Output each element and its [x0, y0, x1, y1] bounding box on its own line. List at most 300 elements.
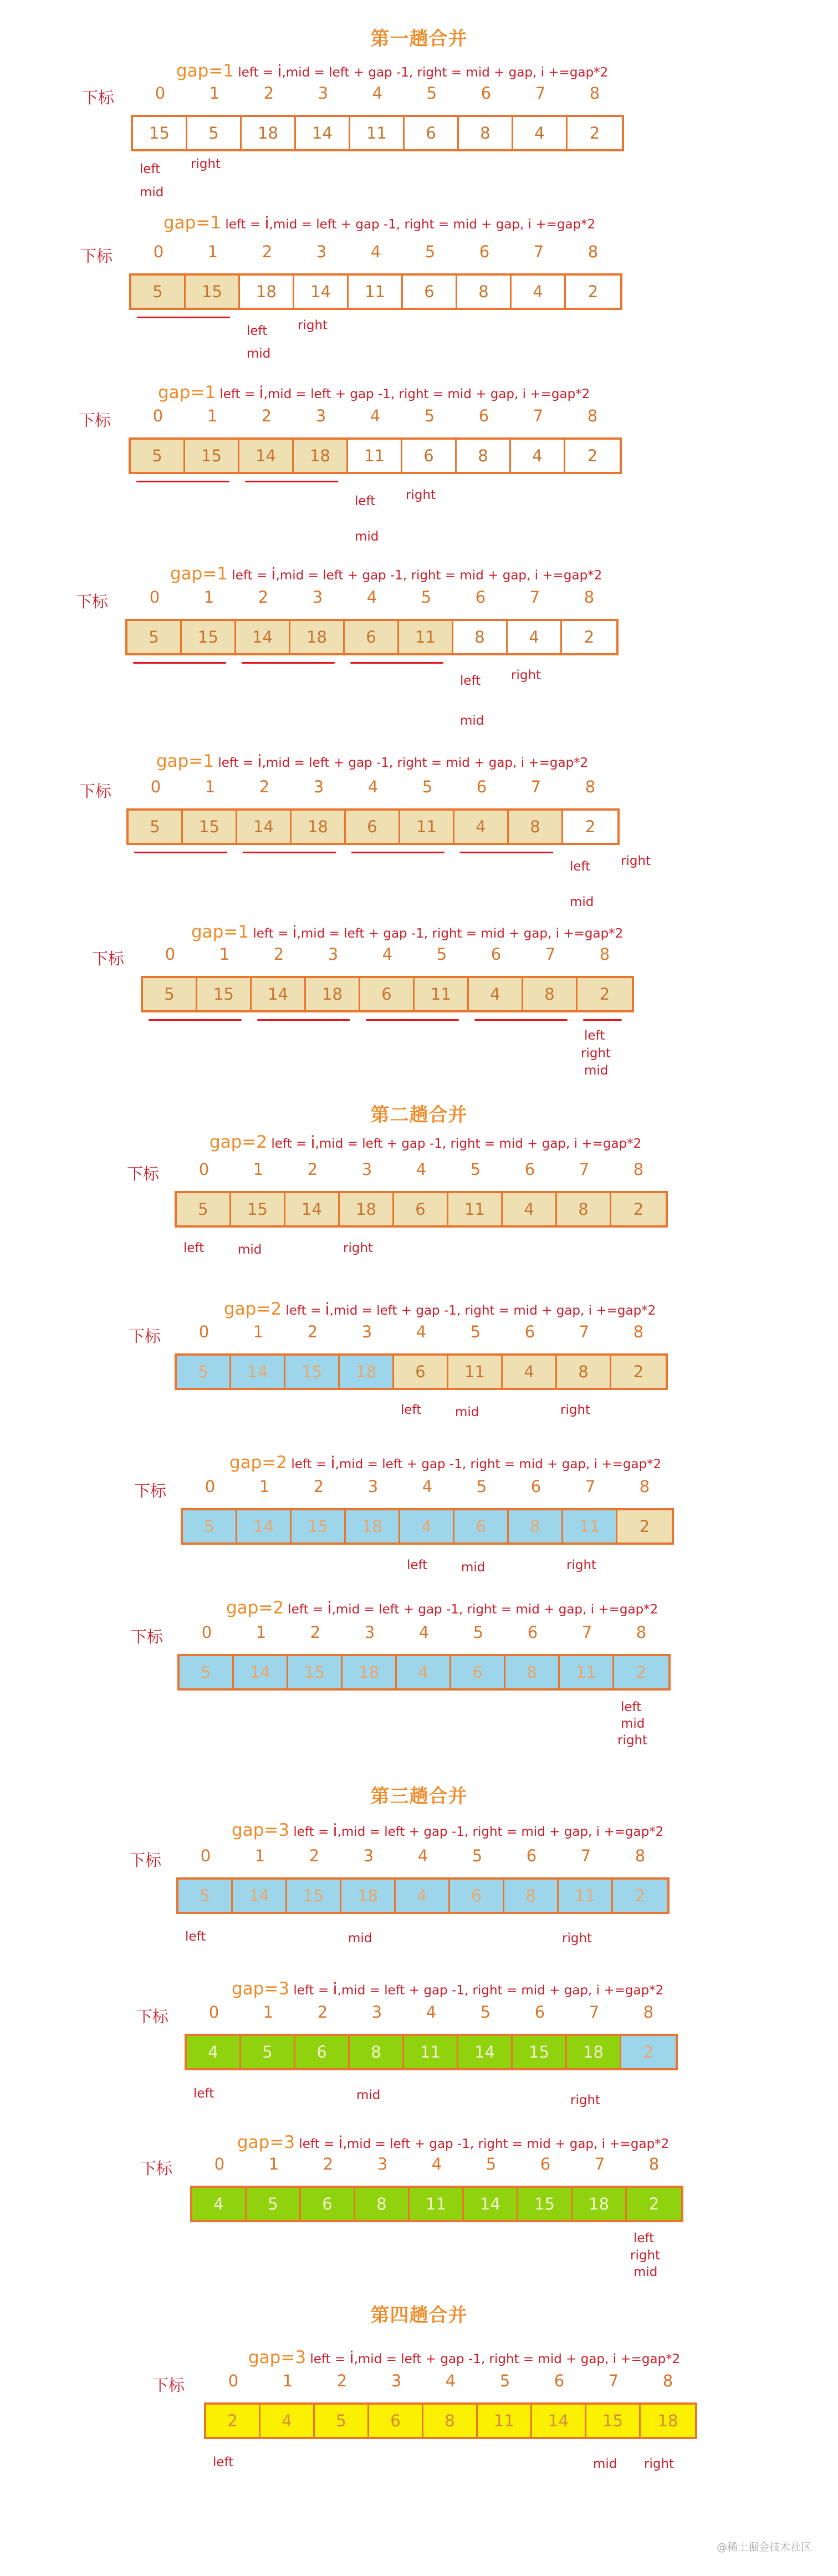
array-cell: 2 — [562, 621, 616, 653]
index-number: 2 — [323, 2155, 334, 2173]
index-number: 7 — [533, 242, 544, 261]
array-cell: 6 — [301, 2188, 355, 2220]
array-cell: 5 — [127, 621, 182, 653]
index-number: 6 — [478, 406, 489, 425]
array-cell: 6 — [454, 1510, 509, 1542]
index-number: 6 — [526, 1846, 537, 1865]
formula-suffix: ,mid = left + gap -1, right = mid + gap, i +=gap*2 — [354, 2352, 681, 2366]
index-number: 7 — [529, 588, 540, 607]
array-cell: 8 — [523, 978, 578, 1010]
index-number: 8 — [639, 1477, 650, 1496]
formula-i: i — [271, 564, 276, 583]
array-cell: 18 — [346, 1510, 400, 1542]
index-number: 5 — [473, 1623, 484, 1642]
index-number: 3 — [367, 1477, 379, 1496]
array-cell: 4 — [513, 117, 568, 149]
array-cell: 14 — [296, 117, 350, 149]
index-number: 8 — [635, 1846, 646, 1865]
index-number: 2 — [310, 1623, 321, 1642]
array-cell: 11 — [348, 440, 402, 472]
array-cell: 5 — [241, 2036, 295, 2068]
index-label: 下标 — [136, 2007, 169, 2026]
left-pointer-label: left — [213, 2455, 234, 2470]
array-cell: 5 — [143, 978, 197, 1010]
array-row — [190, 2186, 683, 2222]
array-cell: 2 — [621, 2036, 676, 2068]
formula-prefix: left = — [285, 1304, 325, 1318]
index-number: 2 — [313, 1477, 324, 1496]
merged-group-underline — [245, 481, 338, 482]
array-cell: 4 — [469, 978, 523, 1010]
left-pointer-label: left — [633, 2231, 655, 2246]
left-pointer-label: left — [140, 162, 161, 176]
formula-suffix: ,mid = left + gap -1, right = mid + gap, i +=gap*2 — [329, 1304, 656, 1318]
index-number: 5 — [499, 2371, 510, 2390]
array-cell: 4 — [396, 1880, 450, 1912]
array-cell: 8 — [557, 1193, 611, 1225]
array-cell: 18 — [294, 440, 348, 472]
index-number: 2 — [307, 1160, 318, 1179]
index-number: 3 — [328, 945, 339, 964]
formula-prefix: left = — [299, 2137, 339, 2151]
array-cell: 6 — [360, 978, 415, 1010]
index-number: 0 — [201, 1623, 212, 1642]
index-label: 下标 — [129, 1851, 162, 1870]
index-label: 下标 — [152, 2376, 185, 2395]
index-number: 5 — [436, 945, 447, 964]
merged-group-underline — [583, 1019, 622, 1021]
mid-pointer-label: mid — [238, 1243, 262, 1257]
step-formula — [248, 2348, 680, 2368]
array-cell: 14 — [239, 440, 294, 472]
formula-suffix: ,mid = left + gap -1, right = mid + gap, i +=gap*2 — [269, 217, 596, 232]
gap-value: gap=2 — [229, 1453, 288, 1473]
array-cell: 2 — [566, 276, 620, 308]
index-number: 5 — [480, 2003, 491, 2022]
array-cell: 6 — [450, 1880, 504, 1912]
index-number: 1 — [268, 2155, 279, 2173]
index-number: 8 — [643, 2003, 654, 2022]
index-number: 8 — [584, 588, 595, 607]
array-cell: 4 — [397, 1656, 451, 1688]
array-cell: 11 — [410, 2188, 464, 2220]
array-cell: 4 — [260, 2405, 315, 2437]
index-number: 5 — [424, 406, 435, 425]
mid-pointer-label: mid — [355, 530, 379, 544]
index-number: 4 — [366, 588, 377, 607]
array-cell: 5 — [129, 811, 183, 843]
array-cell: 8 — [350, 2036, 404, 2068]
array-cell: 15 — [292, 1510, 346, 1542]
array-cell: 2 — [565, 440, 620, 472]
formula-i: i — [277, 62, 282, 80]
formula-prefix: left = — [291, 1457, 331, 1472]
left-pointer-label: left — [355, 494, 376, 508]
index-number: 3 — [363, 1846, 374, 1865]
array-cell: 11 — [478, 2405, 532, 2437]
array-cell: 18 — [341, 1880, 396, 1912]
array-cell: 8 — [505, 1656, 560, 1688]
left-pointer-label: left — [183, 1241, 205, 1255]
array-cell: 6 — [295, 2036, 350, 2068]
formula-prefix: left = — [225, 217, 265, 232]
formula-suffix: ,mid = left + gap -1, right = mid + gap, i +=gap*2 — [262, 756, 589, 770]
index-number: 4 — [370, 406, 381, 425]
array-cell: 15 — [197, 978, 252, 1010]
formula-i: i — [333, 1821, 338, 1840]
left-pointer-label: left — [247, 324, 268, 338]
formula-i: i — [259, 383, 264, 402]
index-label: 下标 — [80, 247, 113, 266]
array-cell: 11 — [559, 1880, 613, 1912]
array-cell: 15 — [185, 440, 239, 472]
array-cell: 14 — [233, 1880, 287, 1912]
right-pointer-label: right — [644, 2457, 675, 2471]
array-row — [176, 1877, 670, 1914]
array-cell: 15 — [133, 117, 187, 149]
index-number: 5 — [470, 1160, 481, 1179]
array-cell: 6 — [403, 276, 457, 308]
index-number: 0 — [205, 1477, 216, 1496]
formula-suffix: ,mid = left + gap -1, right = mid + gap, i +=gap*2 — [315, 1137, 642, 1151]
array-cell: 5 — [131, 276, 186, 308]
index-number: 7 — [535, 84, 546, 103]
array-cell: 14 — [285, 1193, 340, 1225]
array-cell: 18 — [240, 276, 294, 308]
array-cell: 5 — [315, 2405, 369, 2437]
formula-i: i — [330, 1453, 335, 1472]
array-cell: 2 — [617, 1510, 672, 1542]
mid-pointer-label: mid — [356, 2088, 381, 2102]
right-pointer-label: right — [191, 157, 221, 171]
index-number: 5 — [425, 242, 436, 261]
step-formula — [158, 383, 590, 403]
mid-pointer-label: mid — [584, 1063, 609, 1078]
left-pointer-label: left — [193, 2086, 214, 2101]
array-cell: 14 — [236, 621, 290, 653]
step-formula — [229, 1453, 661, 1473]
index-number: 7 — [579, 1160, 590, 1179]
array-cell: 2 — [206, 2405, 260, 2437]
array-row — [141, 976, 634, 1012]
index-number: 2 — [261, 406, 272, 425]
index-number: 6 — [530, 1477, 541, 1496]
index-number: 6 — [524, 1322, 535, 1341]
array-cell: 6 — [451, 1656, 505, 1688]
array-cell: 8 — [453, 621, 508, 653]
index-number: 8 — [587, 406, 598, 425]
array-cell: 15 — [182, 621, 236, 653]
index-number: 8 — [636, 1623, 647, 1642]
gap-value: gap=1 — [163, 213, 222, 233]
gap-value: gap=1 — [170, 564, 228, 584]
index-number: 3 — [371, 2003, 382, 2022]
array-cell: 11 — [349, 276, 403, 308]
formula-suffix: ,mid = left + gap -1, right = mid + gap, i +=gap*2 — [275, 568, 602, 583]
merged-group-underline — [134, 852, 227, 853]
formula-i: i — [310, 1133, 315, 1152]
array-cell: 6 — [394, 1193, 448, 1225]
formula-prefix: left = — [232, 568, 272, 583]
formula-prefix: left = — [271, 1137, 311, 1151]
gap-value: gap=1 — [158, 383, 216, 403]
index-number: 8 — [587, 242, 599, 261]
array-cell: 8 — [504, 1880, 559, 1912]
index-number: 3 — [361, 1322, 372, 1341]
index-number: 2 — [258, 588, 269, 607]
formula-suffix: ,mid = left + gap -1, right = mid + gap, i +=gap*2 — [335, 1457, 662, 1472]
index-number: 2 — [263, 84, 274, 103]
index-number: 1 — [219, 945, 230, 964]
right-pointer-label: right — [406, 488, 436, 502]
array-cell: 11 — [448, 1193, 503, 1225]
index-number: 3 — [364, 1623, 375, 1642]
index-number: 5 — [476, 1477, 487, 1496]
array-cell: 4 — [187, 2036, 241, 2068]
array-cell: 18 — [292, 811, 346, 843]
formula-i: i — [257, 752, 262, 771]
merged-group-underline — [242, 662, 335, 664]
array-cell: 5 — [177, 1356, 231, 1388]
array-row — [125, 619, 619, 655]
index-number: 7 — [589, 2003, 600, 2022]
index-number: 4 — [382, 945, 393, 964]
array-cell: 14 — [231, 1356, 285, 1388]
array-row — [204, 2402, 697, 2439]
mid-pointer-label: mid — [593, 2457, 617, 2471]
step-formula — [156, 751, 588, 771]
index-label: 下标 — [79, 411, 111, 430]
array-cell: 4 — [454, 811, 509, 843]
right-pointer-label: right — [560, 1403, 591, 1417]
formula-suffix: ,mid = left + gap -1, right = mid + gap, i +=gap*2 — [263, 387, 590, 401]
merged-group-underline — [136, 481, 229, 482]
index-number: 0 — [208, 2003, 219, 2022]
index-number: 4 — [431, 2155, 442, 2173]
formula-suffix: ,mid = left + gap -1, right = mid + gap, i +=gap*2 — [282, 65, 609, 80]
array-cell: 6 — [405, 117, 459, 149]
index-number: 6 — [534, 2003, 545, 2022]
index-number: 7 — [545, 945, 556, 964]
step-formula — [170, 564, 602, 584]
array-cell: 18 — [242, 117, 296, 149]
step-formula — [209, 1132, 641, 1152]
array-cell: 4 — [503, 1193, 557, 1225]
array-cell: 18 — [306, 978, 360, 1010]
index-number: 2 — [309, 1846, 320, 1865]
index-label: 下标 — [127, 1164, 160, 1183]
right-pointer-label: right — [298, 318, 328, 333]
index-label: 下标 — [82, 88, 115, 107]
index-number: 0 — [198, 1322, 209, 1341]
array-cell: 2 — [578, 978, 632, 1010]
index-number: 5 — [426, 84, 437, 103]
section-title: 第二趟合并 — [370, 1104, 468, 1126]
array-cell: 14 — [464, 2188, 518, 2220]
index-number: 1 — [282, 2371, 293, 2390]
array-cell: 6 — [346, 811, 400, 843]
array-cell: 15 — [288, 1656, 343, 1688]
right-pointer-label: right — [581, 1046, 611, 1061]
merged-group-underline — [460, 852, 553, 853]
array-cell: 8 — [457, 440, 511, 472]
formula-suffix: ,mid = left + gap -1, right = mid + gap, i +=gap*2 — [343, 2137, 670, 2151]
index-number: 4 — [422, 1477, 433, 1496]
array-cell: 4 — [192, 2188, 247, 2220]
array-cell: 11 — [404, 2036, 458, 2068]
index-number: 4 — [367, 777, 379, 796]
array-cell: 6 — [402, 440, 457, 472]
array-row — [181, 1508, 674, 1545]
index-number: 1 — [254, 1846, 265, 1865]
index-number: 4 — [426, 2003, 437, 2022]
array-cell: 2 — [614, 1656, 668, 1688]
index-label: 下标 — [140, 2159, 173, 2178]
array-cell: 5 — [247, 2188, 301, 2220]
index-number: 0 — [200, 1846, 211, 1865]
index-number: 6 — [524, 1160, 535, 1179]
array-row — [131, 115, 624, 151]
step-formula — [237, 2132, 669, 2152]
index-number: 1 — [259, 1477, 270, 1496]
array-cell: 4 — [511, 440, 565, 472]
array-cell: 2 — [613, 1880, 667, 1912]
array-cell: 8 — [457, 276, 512, 308]
right-pointer-label: right — [566, 1558, 597, 1572]
array-cell: 15 — [285, 1356, 340, 1388]
formula-prefix: left = — [253, 926, 293, 941]
array-cell: 8 — [557, 1356, 611, 1388]
array-row — [129, 273, 622, 310]
right-pointer-label: right — [343, 1241, 374, 1255]
index-number: 7 — [580, 1846, 591, 1865]
array-cell: 8 — [509, 811, 563, 843]
index-number: 6 — [475, 588, 486, 607]
index-number: 1 — [209, 84, 220, 103]
index-label: 下标 — [134, 1482, 167, 1500]
array-cell: 5 — [177, 1193, 231, 1225]
merged-group-underline — [350, 662, 443, 664]
index-number: 2 — [259, 777, 270, 796]
right-pointer-label: right — [621, 854, 651, 868]
formula-i: i — [264, 213, 269, 232]
array-cell: 14 — [252, 978, 306, 1010]
index-number: 6 — [554, 2371, 565, 2390]
index-number: 0 — [165, 945, 176, 964]
formula-prefix: left = — [219, 387, 259, 401]
index-number: 5 — [421, 588, 432, 607]
array-cell: 18 — [567, 2036, 621, 2068]
index-number: 8 — [633, 1322, 644, 1341]
right-pointer-label: right — [570, 2093, 601, 2107]
index-number: 3 — [313, 777, 324, 796]
index-number: 0 — [198, 1160, 209, 1179]
array-row — [175, 1191, 668, 1228]
index-number: 0 — [150, 777, 161, 796]
merged-group-underline — [243, 852, 336, 853]
gap-value: gap=2 — [224, 1299, 282, 1319]
index-number: 8 — [589, 84, 600, 103]
array-cell: 2 — [611, 1356, 666, 1388]
array-cell: 5 — [183, 1510, 237, 1542]
index-number: 0 — [228, 2371, 239, 2390]
array-row — [177, 1654, 671, 1691]
index-number: 0 — [149, 588, 160, 607]
mid-pointer-label: mid — [348, 1931, 372, 1946]
watermark: @稀土掘金技术社区 — [716, 2541, 811, 2553]
array-cell: 15 — [586, 2405, 641, 2437]
left-pointer-label: left — [185, 1930, 206, 1944]
array-cell: 8 — [459, 117, 513, 149]
array-cell: 11 — [415, 978, 469, 1010]
array-cell: 15 — [183, 811, 237, 843]
index-number: 6 — [481, 84, 492, 103]
index-number: 4 — [372, 84, 383, 103]
array-cell: 18 — [641, 2405, 695, 2437]
mid-pointer-label: mid — [621, 1717, 645, 1731]
left-pointer-label: left — [584, 1029, 605, 1043]
array-cell: 14 — [294, 276, 349, 308]
array-cell: 5 — [187, 117, 242, 149]
merged-group-underline — [149, 1019, 242, 1021]
merged-group-underline — [366, 1019, 459, 1021]
index-number: 1 — [207, 406, 218, 425]
gap-value: gap=3 — [232, 1820, 290, 1840]
array-cell: 18 — [340, 1193, 394, 1225]
array-cell: 15 — [231, 1193, 285, 1225]
index-label: 下标 — [92, 949, 125, 968]
gap-value: gap=3 — [248, 2348, 306, 2368]
array-cell: 18 — [340, 1356, 394, 1388]
step-formula — [191, 922, 623, 942]
gap-value: gap=2 — [226, 1598, 284, 1618]
array-cell: 6 — [394, 1356, 448, 1388]
array-cell: 8 — [423, 2405, 478, 2437]
formula-prefix: left = — [310, 2352, 350, 2366]
merged-group-underline — [133, 662, 226, 664]
left-pointer-label: left — [460, 674, 481, 688]
section-title: 第三趟合并 — [370, 1785, 468, 1808]
merged-group-underline — [257, 1019, 350, 1021]
array-cell: 11 — [399, 621, 453, 653]
index-number: 2 — [273, 945, 284, 964]
index-number: 6 — [540, 2155, 551, 2173]
index-number: 0 — [152, 406, 163, 425]
step-formula — [224, 1299, 656, 1319]
array-cell: 15 — [287, 1880, 341, 1912]
section-title: 第一趟合并 — [370, 28, 468, 50]
index-number: 6 — [490, 945, 502, 964]
index-number: 1 — [253, 1160, 264, 1179]
array-cell: 2 — [568, 117, 622, 149]
array-row — [126, 808, 620, 845]
index-number: 3 — [391, 2371, 402, 2390]
index-number: 7 — [608, 2371, 619, 2390]
array-cell: 6 — [369, 2405, 423, 2437]
index-number: 0 — [153, 242, 164, 261]
index-number: 8 — [662, 2371, 673, 2390]
step-formula — [232, 1979, 663, 1999]
array-cell: 2 — [611, 1193, 666, 1225]
formula-suffix: ,mid = left + gap -1, right = mid + gap, i +=gap*2 — [331, 1602, 658, 1617]
index-number: 3 — [361, 1160, 372, 1179]
array-row — [129, 437, 622, 474]
index-number: 3 — [377, 2155, 388, 2173]
index-number: 1 — [263, 2003, 274, 2022]
formula-prefix: left = — [293, 1983, 333, 1998]
right-pointer-label: right — [617, 1733, 648, 1748]
array-cell: 15 — [186, 276, 240, 308]
